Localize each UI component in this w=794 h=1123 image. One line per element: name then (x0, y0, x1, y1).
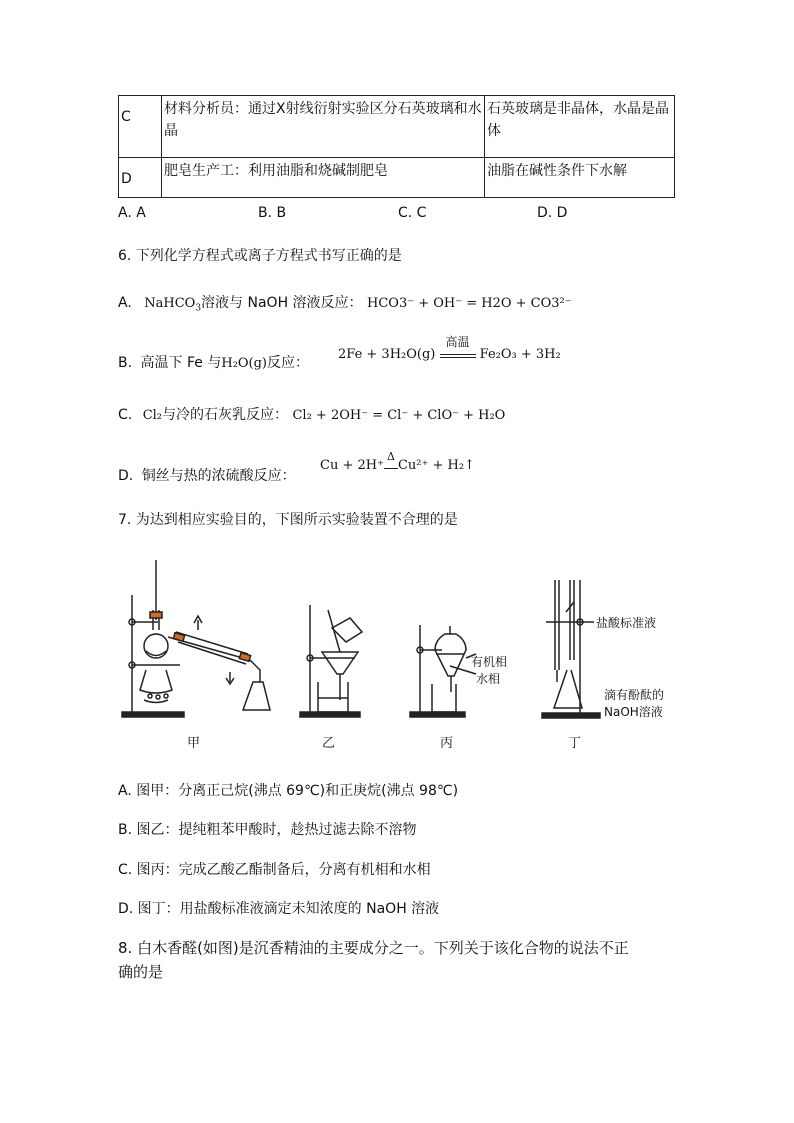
q5-choice-d: D. D (537, 205, 568, 221)
option-label: A. (118, 295, 132, 311)
reagent-formula: H₂O(g) (221, 356, 267, 371)
option-label: D. (118, 468, 134, 484)
q5-choice-a: A. A (118, 205, 146, 221)
equation: Cl₂ + 2OH⁻ = Cl⁻ + ClO⁻ + H₂O (292, 408, 506, 423)
table-cell-option: C (119, 96, 162, 158)
option-text: 与冷的石灰乳反应： (162, 407, 289, 423)
table-cell-job: 肥皂生产工：利用油脂和烧碱制肥皂 (162, 158, 485, 198)
q7-option-a: A. 图甲：分离正己烷(沸点 69℃)和正庚烷(沸点 98℃) (118, 783, 459, 799)
reagent-formula: NaHCO$_3$ (144, 296, 202, 314)
reaction-condition: 高温 (445, 335, 470, 349)
label-naoh-solution: NaOH溶液 (604, 705, 663, 719)
label-phenolphthalein: 滴有酚酞的 (604, 688, 665, 702)
q7-option-d: D. 图丁：用盐酸标准液滴定未知浓度的 NaOH 溶液 (118, 901, 440, 917)
q8-stem-line2: 确的是 (118, 963, 164, 981)
q7-option-c: C. 图丙：完成乙酸乙酯制备后，分离有机相和水相 (118, 862, 431, 878)
q5-choice-c: C. C (398, 205, 427, 221)
stand-base-jia (122, 712, 184, 717)
caption-jia: 甲 (187, 736, 201, 751)
receiving-flask (243, 682, 270, 710)
conical-flask (554, 670, 582, 708)
heater (140, 670, 172, 693)
funnel (322, 652, 358, 674)
label-hcl-standard: 盐酸标准液 (596, 616, 657, 630)
option-text: 溶液与 NaOH 溶液反应： (201, 295, 363, 311)
q6-stem: 6. 下列化学方程式或离子方程式书写正确的是 (118, 248, 402, 264)
adapter (250, 660, 260, 682)
caption-ding: 丁 (568, 736, 582, 751)
reaction-condition: Δ (386, 450, 395, 463)
reagent-formula: Cl₂ (142, 408, 163, 423)
beaker-bing (432, 684, 456, 712)
equation: HCO3⁻ + OH⁻ = H2O + CO3²⁻ (367, 296, 572, 311)
equation-b: 2Fe + 3H₂O(g) 高温 Fe₂O₃ + 3H₂ (338, 335, 561, 362)
table-row (119, 96, 675, 158)
caption-yi: 乙 (322, 736, 336, 751)
table-row (119, 158, 675, 198)
q5-choice-b: B. B (258, 205, 287, 221)
equation-d: Cu + 2H⁺ Δ Cu²⁺ + H₂↑ (320, 450, 475, 473)
q7-option-b: B. 图乙：提纯粗苯甲酸时，趁热过滤去除不溶物 (118, 822, 417, 838)
option-text-2: 反应： (267, 355, 309, 371)
option-label: B. (118, 355, 133, 371)
q8-stem-line1: 8. 白木香醛(如图)是沉香精油的主要成分之一。下列关于该化合物的说法不正 (118, 939, 629, 957)
apparatus-figure (110, 550, 690, 750)
table-cell-option: D (119, 158, 162, 198)
distilling-flask (144, 634, 168, 658)
option-text: 铜丝与热的浓硫酸反应： (141, 468, 296, 484)
q6-option-d (118, 465, 296, 485)
table-cell-reason: 油脂在碱性条件下水解 (485, 158, 675, 198)
stand-base-ding (542, 713, 600, 718)
option-label: C. (118, 407, 133, 423)
label-aqueous-phase: 水相 (476, 672, 501, 686)
table-cell-job: 材料分析员：通过X射线衍射实验区分石英玻璃和水晶 (162, 96, 485, 158)
q6-option-a (118, 292, 572, 314)
beaker-yi (318, 682, 348, 712)
label-organic-phase: 有机相 (471, 655, 508, 669)
q6-option-b (118, 352, 309, 372)
caption-bing: 丙 (440, 736, 454, 751)
q7-stem: 7. 为达到相应实验目的，下图所示实验装置不合理的是 (118, 512, 458, 528)
options-table (118, 95, 675, 198)
apparatus-drawing (110, 550, 690, 750)
table-cell-reason: 石英玻璃是非晶体，水晶是晶体 (485, 96, 675, 158)
q6-option-c (118, 404, 505, 424)
option-text: 高温下 Fe 与 (140, 355, 222, 371)
